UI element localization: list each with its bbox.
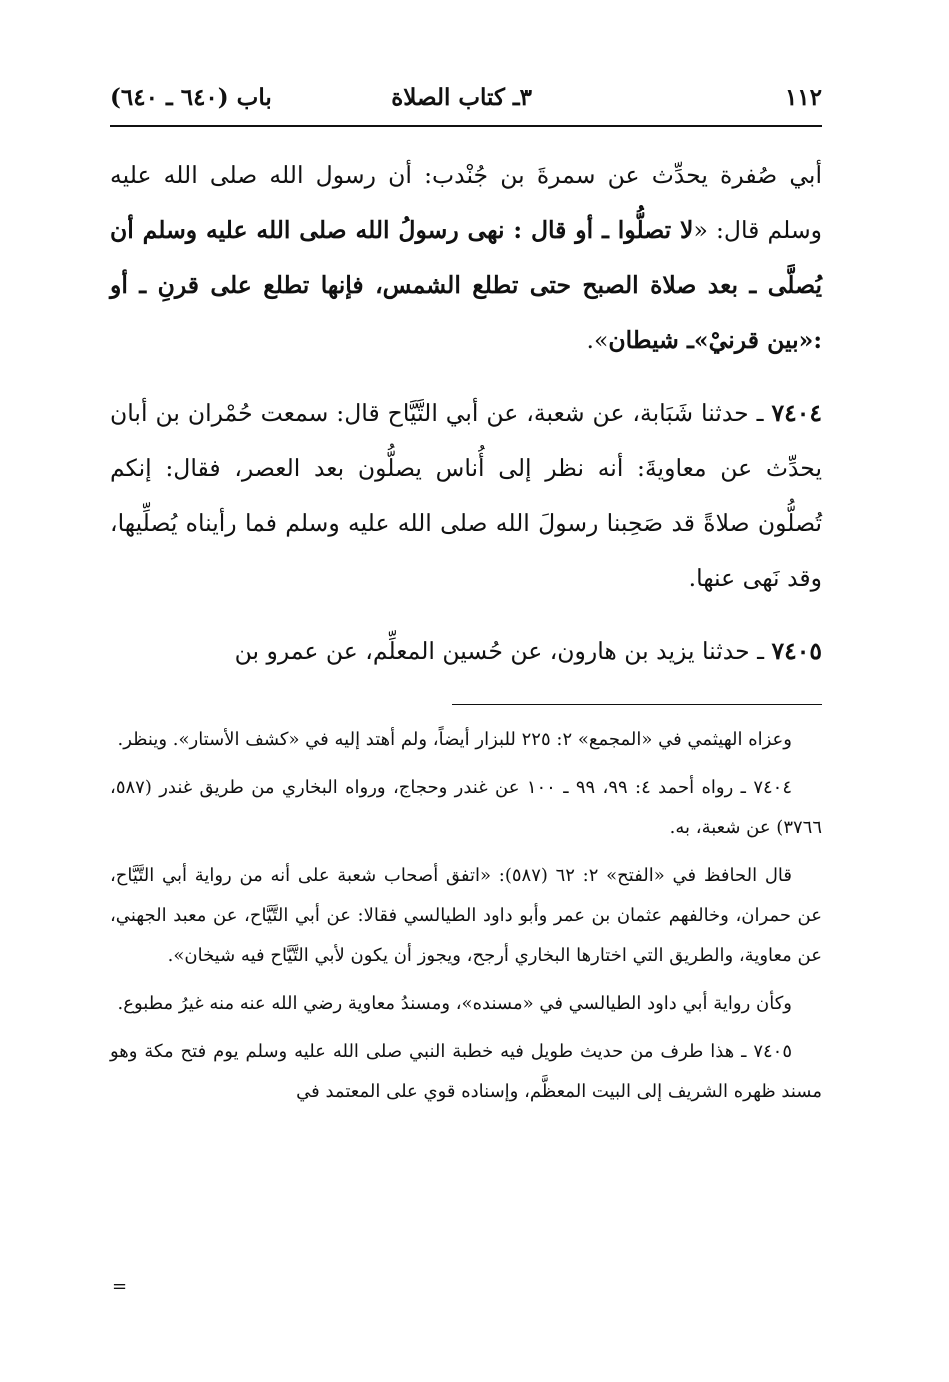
footnote-rule [452, 704, 822, 705]
page-number: ١١٢ [784, 84, 822, 111]
footnote: ٧٤٠٥ ـ هذا طرف من حديث طويل فيه خطبة النبي صلى الله عليه وسلم يوم فتح مكة وهو مسند ظهره الشريف إلى البيت المعظَّم، وإسناده قوي على المعتمد في [110, 1041, 822, 1102]
running-header [110, 84, 822, 120]
hadith-7405 [110, 624, 822, 679]
hadith-text: ـ حدثنا يزيد بن هارون، عن حُسين المعلِّم، عن عمرو بن [234, 637, 772, 665]
header-rule [110, 125, 822, 127]
hadith-number: ٧٤٠٥ [771, 637, 822, 665]
paragraph-continuation [110, 148, 822, 368]
chapter-label: باب (٦٤٠ ـ ٦٤٠) [110, 84, 272, 111]
footnote: قال الحافظ في «الفتح» ٢: ٦٢ (٥٨٧): «اتفق أصحاب شعبة على أنه من رواية أبي التَّيَّاح، عن حمران، وخالفهم عثمان بن عمر وأبو داود الطيالسي فقالا: عن أبي التَّيَّاح، عن معبد الجهني، عن معاوية، والطريق التي اختارها البخاري أرجح، ويجوز أن يكون لأبي التَّيَّاح فيه شيخان». [110, 865, 822, 966]
hadith-text: ـ حدثنا شَبَابة، عن شعبة، عن أبي التَّيَّاح قال: سمعت حُمْران بن أبان يحدِّث عن معاويةَ: أنه نظر إلى أُناس يصلُّون بعد العصر، فقال: إنكم تُصلُّون صلاةً قد صَحِبنا رسولَ الله صلى الله عليه وسلم فما رأيناه يُصلِّيها، وقد نَهى عنها. [110, 399, 822, 592]
footnote: وعزاه الهيثمي في «المجمع» ٢: ٢٢٥ للبزار أيضاً، ولم أهتد إليه في «كشف الأستار». وينظر. [117, 729, 792, 750]
footnote: ٧٤٠٤ ـ رواه أحمد ٤: ٩٩، ٩٩ ـ ١٠٠ عن غندر وحجاج، ورواه البخاري من طريق غندر (٥٨٧، ٣٧٦٦) عن شعبة، به. [110, 777, 822, 838]
book-title: ٣ـ كتاب الصلاة [391, 84, 532, 111]
hadith-quote: لا تصلُّوا ـ أو قال : نهى رسولُ الله صلى الله عليه وسلم أن يُصلَّى ـ بعد صلاة الصبح حتى تطلع الشمس، فإنها تطلع على قرنِ ـ أو :«بين قرنيْ»ـ شيطان [110, 216, 822, 354]
hadith-number: ٧٤٠٤ [771, 399, 822, 427]
footnote: وكأن رواية أبي داود الطيالسي في «مسنده»، ومسندُ معاوية رضي الله عنه منه غيرُ مطبوع. [117, 993, 792, 1014]
main-text [110, 148, 822, 679]
para1-end: ». [586, 326, 609, 354]
hadith-7404 [110, 386, 822, 606]
para1-intro: أبي صُفرة يحدِّث عن سمرةَ بن جُنْدب: أن رسول الله صلى الله عليه وسلم قال: « [110, 161, 822, 244]
footnotes [110, 720, 822, 1112]
continuation-mark: = [112, 1276, 128, 1297]
